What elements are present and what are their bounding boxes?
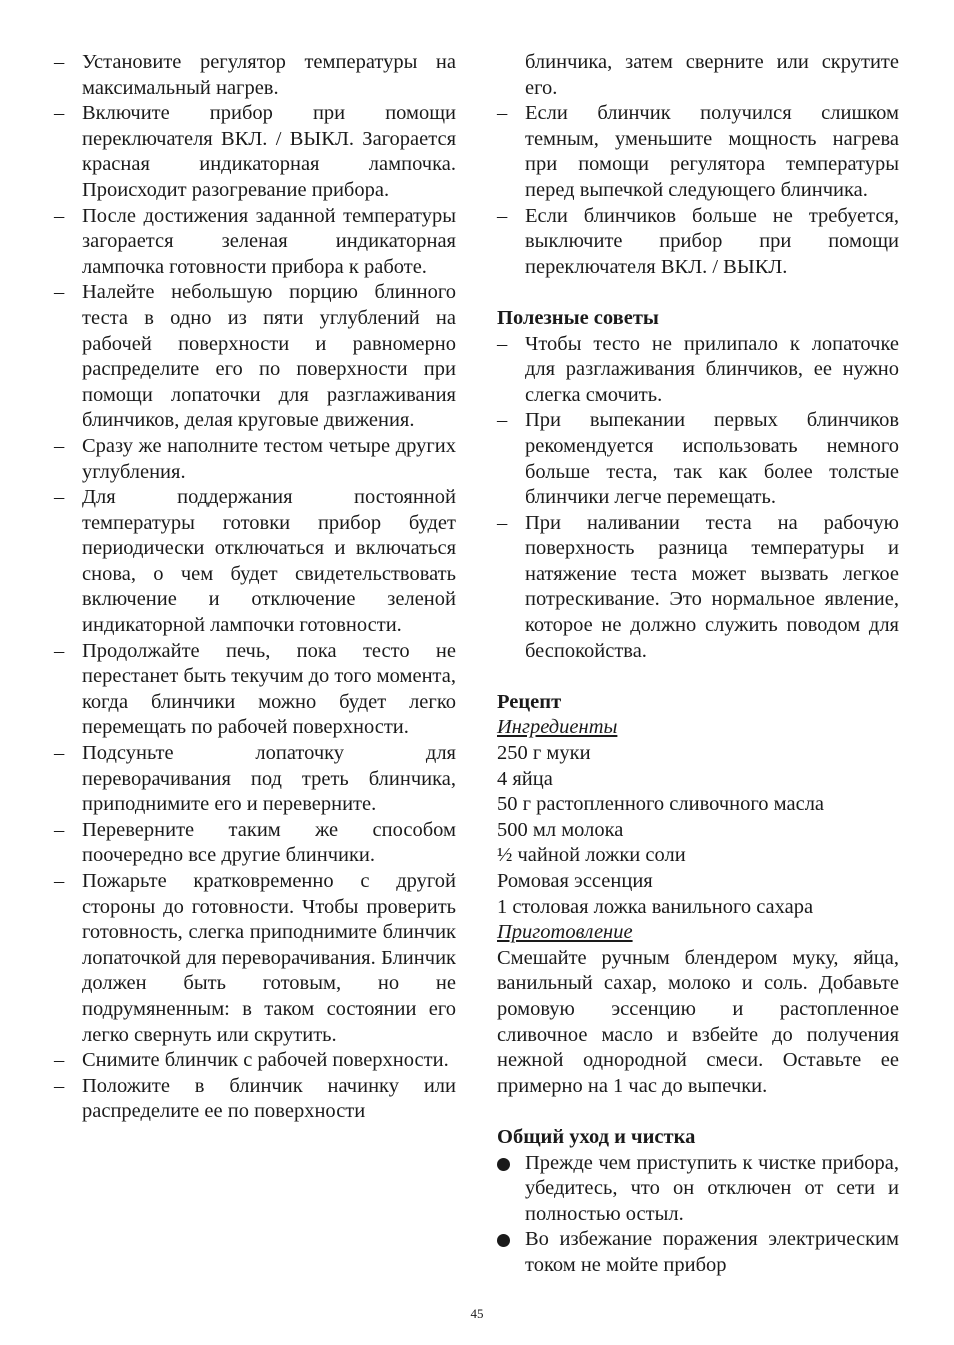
list-item: – Если блинчик получился слишком темным, уменьшите мощность нагрева при помощи регулятора температуры перед выпечкой следующего блинчика.: [497, 102, 899, 201]
dash-marker: –: [54, 1074, 65, 1097]
dash-marker: –: [54, 434, 65, 457]
bullet-icon: [497, 1234, 510, 1247]
care-heading: Общий уход и чистка: [497, 1125, 696, 1148]
ingredient-line: 50 г растопленного сливочного масла: [497, 793, 825, 816]
dash-marker: –: [497, 409, 508, 432]
list-item: – Если блинчиков больше не требуется, выключите прибор при помощи переключателя ВКЛ. / ВЫКЛ.: [497, 204, 899, 278]
bullet-icon: [497, 1158, 510, 1171]
ingredient-line: Ромовая эссенция: [497, 870, 653, 892]
list-item: – При наливании теста на рабочую поверхность разница температуры и натяжение теста может вызвать легкое потрескивание. Это нормальное явление, которое не должно служить поводом для беспокойства.: [497, 511, 899, 662]
recipe-heading: Рецепт: [497, 690, 562, 713]
dash-marker: –: [54, 639, 65, 662]
care-list: [497, 1151, 899, 1279]
preparation-text: Смешайте ручным блендером муку, яйца, ванильный сахар, молоко и соль. Добавьте ромовую эссенцию и растопленное сливочное масло и взбейте до получения нежной однородной смеси. Оставьте ее примерно на 1 час до выпечки.: [497, 946, 899, 1097]
list-item: Во избежание поражения электрическим током не мойте прибор: [497, 1227, 899, 1278]
list-item: – Продолжайте печь, пока тесто не перестанет быть текучим до того момента, когда блинчики можно будет легко перемещать по рабочей поверхности.: [54, 639, 456, 739]
list-item: – Пожарьте кратковременно с другой стороны до готовности. Чтобы проверить готовность, слегка приподнимите блинчик лопаточкой для переворачивания. Блинчик должен быть готовым, но не подрумяненным: в таком состоянии его легко свернуть или скрутить.: [54, 870, 456, 1046]
list-item: – После достижения заданной температуры загорается зеленая индикаторная лампочка готовности прибора к работе.: [54, 204, 456, 278]
list-item: – Сразу же наполните тестом четыре других углубления.: [54, 434, 456, 483]
list-item: – Снимите блинчик с рабочей поверхности.: [54, 1048, 456, 1074]
list-item: – Налейте небольшую порцию блинного теста в одно из пяти углублений на рабочей поверхности и равномерно распределите его по поверхности при помощи лопаточки для разглаживания блинчиков, делая круговые движения.: [54, 281, 456, 432]
instructions-list-continued: [497, 101, 899, 280]
section-spacer: [497, 1099, 899, 1125]
list-item: – Чтобы тесто не прилипало к лопаточке для разглаживания блинчиков, ее нужно слегка смочить.: [497, 332, 899, 406]
ingredient-line: 1 столовая ложка ванильного сахара: [497, 895, 814, 918]
list-item: – Переверните таким же способом поочередно все другие блинчики.: [54, 818, 456, 867]
list-item: – Включите прибор при помощи переключателя ВКЛ. / ВЫКЛ. Загорается красная индикаторная лампочка. Происходит разогревание прибора.: [54, 102, 456, 201]
continued-item-text: блинчика, затем сверните или скрутите его.: [525, 51, 899, 99]
ingredient-line: ½ чайной ложки соли: [497, 844, 686, 867]
dash-marker: –: [497, 204, 508, 227]
left-column: [54, 50, 456, 1125]
list-item: – Для поддержания постоянной температуры готовки прибор будет периодически отключаться и включаться снова, о чем будет свидетельствовать включение и отключение зеленой индикаторной лампочки готовности.: [54, 486, 456, 637]
preparation-label: Приготовление: [497, 921, 633, 944]
dash-marker: –: [54, 870, 65, 892]
list-item: – Положите в блинчик начинку или распределите ее по поверхности: [54, 1074, 456, 1123]
ingredient-line: 250 г муки: [497, 742, 591, 765]
dash-marker: –: [497, 332, 508, 355]
dash-marker: –: [497, 102, 508, 125]
tips-list: [497, 332, 899, 665]
dash-marker: –: [54, 204, 65, 227]
dash-marker: –: [54, 281, 65, 304]
dash-marker: –: [54, 1049, 65, 1072]
right-column: [497, 50, 899, 1279]
section-spacer: [497, 664, 899, 690]
ingredients-label: Ингредиенты: [497, 716, 618, 739]
dash-marker: –: [54, 818, 65, 841]
instructions-list: [54, 50, 456, 1125]
list-item: Прежде чем приступить к чистке прибора, убедитесь, что он отключен от сети и полностью остыл.: [497, 1151, 899, 1228]
dash-marker: –: [54, 102, 65, 125]
dash-marker: –: [54, 486, 65, 509]
list-item: – При выпекании первых блинчиков рекомендуется использовать немного больше теста, так как более толстые блинчики легче перемещать.: [497, 409, 899, 509]
page-number: 45: [470, 1306, 484, 1321]
ingredient-line: 500 мл молока: [497, 818, 624, 841]
dash-marker: –: [54, 51, 65, 73]
list-item: – Установите регулятор температуры на максимальный нагрев.: [54, 51, 456, 99]
tips-heading: Полезные советы: [497, 306, 659, 329]
ingredient-line: 4 яйца: [497, 767, 553, 790]
dash-marker: –: [497, 511, 508, 534]
section-spacer: [497, 280, 899, 306]
dash-marker: –: [54, 742, 65, 765]
list-item: – Подсуньте лопаточку для переворачивания под треть блинчика, приподнимите его и переверните.: [54, 742, 456, 816]
